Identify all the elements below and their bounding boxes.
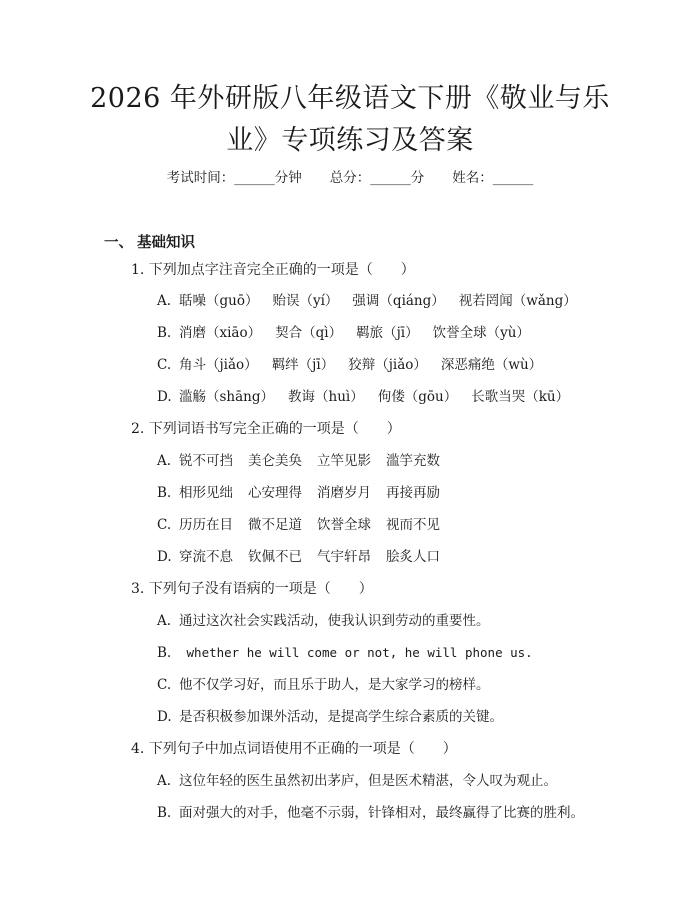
option-item: 贻误（yí） <box>272 293 339 309</box>
option-item: 饮誉全球 <box>317 517 371 533</box>
document-title <box>80 78 620 162</box>
option-letter: C. <box>157 357 172 373</box>
option-item: 视而不见 <box>386 517 440 533</box>
option-letter: D. <box>157 549 172 565</box>
option-item: 气宇轩昂 <box>317 549 371 565</box>
question-2-option-c <box>157 515 455 535</box>
option-text: whether he will come or not, he will phone us. <box>179 645 533 660</box>
option-item: 滥觞（shāng） <box>179 389 275 405</box>
question-1-option-d <box>157 387 583 407</box>
section-number: 一、 <box>104 235 133 251</box>
option-item: 相形见绌 <box>179 485 233 501</box>
option-item: 强调（qiáng） <box>352 293 445 309</box>
option-item: 锐不可挡 <box>179 453 233 469</box>
question-2: 2. 下列词语书写完全正确的一项是（ ） <box>131 421 401 437</box>
question-3-option-d <box>157 707 503 727</box>
option-item: 再接再励 <box>386 485 440 501</box>
exam-score: 总分：______分 <box>329 170 425 186</box>
option-text: 这位年轻的医生虽然初出茅庐，但是医术精湛，令人叹为观止。 <box>179 773 557 789</box>
option-item: 微不足道 <box>248 517 302 533</box>
option-letter: B. <box>157 645 172 661</box>
option-item: 心安理得 <box>248 485 302 501</box>
option-letter: B. <box>157 485 172 501</box>
option-item: 深恶痛绝（wù） <box>440 357 543 373</box>
option-item: 消磨（xiāo） <box>179 325 262 341</box>
option-item: 契合（qì） <box>275 325 343 341</box>
option-letter: C. <box>157 517 172 533</box>
option-item: 聒噪（guō） <box>179 293 259 309</box>
option-letter: A. <box>157 293 172 309</box>
option-letter: A. <box>157 613 172 629</box>
question-1-option-b <box>157 323 544 343</box>
option-item: 教诲（huì） <box>288 389 364 405</box>
option-item: 穿流不息 <box>179 549 233 565</box>
option-item: 视若罔闻（wǎng） <box>458 293 577 309</box>
section-heading <box>104 231 195 252</box>
option-item: 角斗（jiǎo） <box>179 357 258 373</box>
question-4-option-b <box>157 803 584 823</box>
option-item: 脍炙人口 <box>386 549 440 565</box>
question-3: 3. 下列句子没有语病的一项是（ ） <box>131 581 373 597</box>
option-item: 饮誉全球（yù） <box>432 325 530 341</box>
question-1: 1. 下列加点字注音完全正确的一项是（ ） <box>131 262 415 278</box>
question-3-option-b <box>157 643 533 663</box>
option-text: 通过这次社会实践活动，使我认识到劳动的重要性。 <box>179 613 490 629</box>
question-3-option-a <box>157 611 490 631</box>
option-item: 羁绊（jī） <box>271 357 335 373</box>
exam-time: 考试时间：______分钟 <box>166 170 302 186</box>
option-item: 长歌当哭（kū） <box>471 389 570 405</box>
question-4: 4. 下列句子中加点词语使用不正确的一项是（ ） <box>131 741 457 757</box>
question-1-option-c <box>157 355 556 375</box>
option-item: 立竿见影 <box>317 453 371 469</box>
question-4-option-a <box>157 771 557 791</box>
question-3-option-c <box>157 675 490 695</box>
question-2-option-a <box>157 451 455 471</box>
option-text: 他不仅学习好，而且乐于助人，是大家学习的榜样。 <box>179 677 490 693</box>
option-item: 消磨岁月 <box>317 485 371 501</box>
question-2-option-d <box>157 547 455 567</box>
option-letter: A. <box>157 773 172 789</box>
option-letter: D. <box>157 389 172 405</box>
title-line-1: 2026 年外研版八年级语文下册《敬业与乐 <box>90 83 610 114</box>
question-2-option-b <box>157 483 455 503</box>
option-letter: C. <box>157 677 172 693</box>
title-line-2: 业》专项练习及答案 <box>226 125 474 156</box>
exam-meta <box>0 168 700 188</box>
option-text: 是否积极参加课外活动，是提高学生综合素质的关键。 <box>179 709 503 725</box>
option-item: 羁旅（jī） <box>356 325 419 341</box>
student-name: 姓名：______ <box>452 170 534 186</box>
option-item: 历历在目 <box>179 517 233 533</box>
option-letter: B. <box>157 325 172 341</box>
option-item: 钦佩不已 <box>248 549 302 565</box>
option-item: 狡辩（jiǎo） <box>348 357 427 373</box>
option-item: 佝偻（gōu） <box>377 389 458 405</box>
option-text: 面对强大的对手，他毫不示弱，针锋相对，最终赢得了比赛的胜利。 <box>179 805 584 821</box>
option-letter: A. <box>157 453 172 469</box>
question-1-option-a <box>157 291 591 311</box>
option-letter: B. <box>157 805 172 821</box>
option-letter: D. <box>157 709 172 725</box>
option-item: 美仑美奂 <box>248 453 302 469</box>
option-item: 滥竽充数 <box>386 453 440 469</box>
section-title: 基础知识 <box>137 235 195 251</box>
